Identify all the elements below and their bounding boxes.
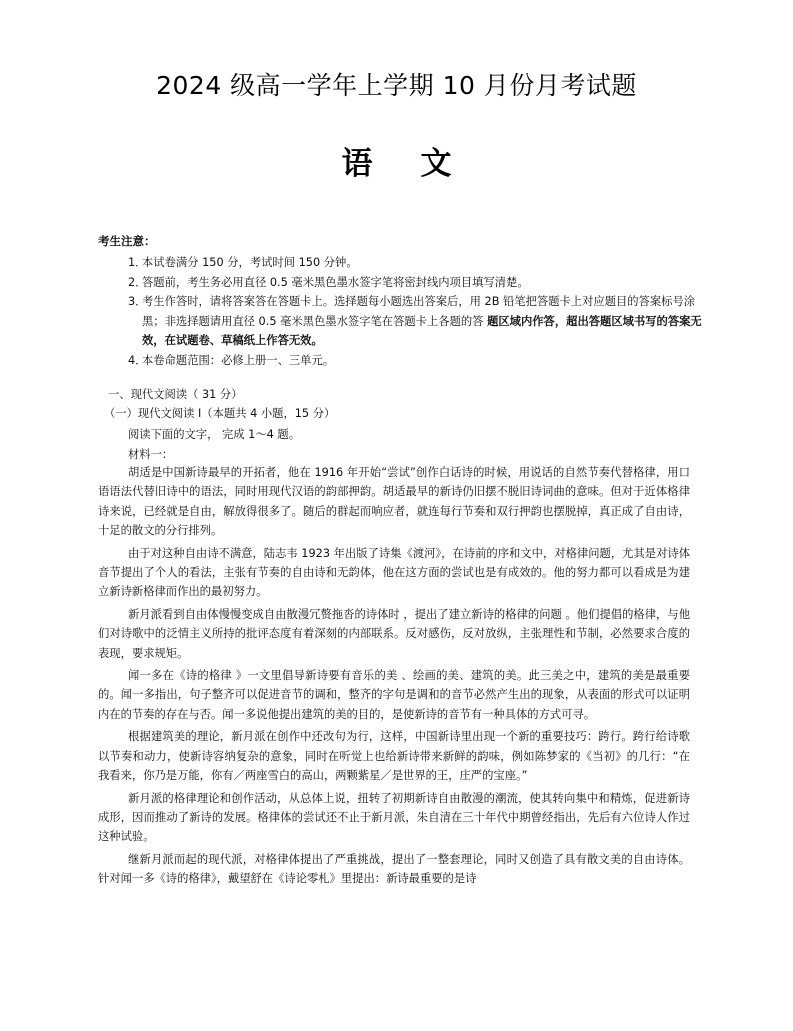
passage-paragraph: 闻一多在《诗的格律 》一文里倡导新诗要有音乐的美 、绘画的美、建筑的美。此三美之中，建筑的美是最重要的。闻一多指出，句子整齐可以促进音节的调和，整齐的字句是调和的音节必然产生出的现象，从表面的形式可以证明内在的节奏的存在与否。闻一多说他提出建筑的美的目的，是使新诗的音节有一种具体的方式可寻。 (98, 669, 690, 721)
notice-text: 答题前，考生务必用直径 0.5 毫米黑色墨水签字笔将密封线内项目填写清楚。 (142, 275, 529, 289)
section-heading: 一、现代文阅读（ 31 分） (108, 388, 243, 401)
notice-number: 2． (128, 275, 147, 289)
subject-title: 语文 (341, 146, 500, 182)
notice-item (128, 273, 708, 293)
notice-text: 本试卷满分 150 分，考试时间 150 分钟。 (142, 256, 358, 269)
notice-text-plain: 考生作答时，请将答案答在答题卡上。选择题每小题选出答案后，用 2B 铅笔把答题卡上对应题目的答案标号涂黑；非选择题请用直径 0.5 毫米黑色墨水签字笔在答题卡上各题的答 (142, 295, 696, 328)
notice-list (128, 253, 708, 370)
notice-number: 4． (128, 353, 147, 367)
notice-item (128, 253, 708, 273)
notice-text-bold: 题区域内作答，超出答题区域书写的答案无效，在试题卷、草稿纸上作答无效。 (142, 314, 702, 347)
exam-title: 2024 级高一学年上学期 10 月份月考试题 (156, 71, 637, 100)
passage-paragraph: 由于对这种自由诗不满意，陆志韦 1923 年出版了诗集《渡河》，在诗前的序和文中，对格律问题，尤其是对诗体音节提出了个人的看法，主张有节奏的自由诗和无韵体，他在这方面的尝试也是有成效的。他的努力都可以看成是为建立新诗新格律而作出的最初努力。 (98, 546, 690, 599)
notice-text (142, 292, 708, 351)
passage-paragraph: 新月派看到自由体慢慢变成自由散漫冗赘拖沓的诗体时 ，提出了建立新诗的格律的问题 。他们提倡的格律，与他们对诗歌中的泛情主义所持的批评态度有着深刻的内部联系。反对感伤，反对放纵，主张理性和节制，必然要求合度的表现，要求规矩。 (98, 607, 690, 660)
passage-paragraph: 新月派的格律理论和创作活动，从总体上说，扭转了初期新诗自由散漫的潮流，使其转向集中和精炼，促进新诗成形，因而推动了新诗的发展。格律体的尝试还不止于新月派，朱自清在三十年代中期曾经指出，先后有六位诗人作过这种试验。 (98, 791, 690, 844)
notice-number: 3． (128, 295, 147, 308)
notice-heading: 考生注意： (98, 234, 156, 248)
notice-number: 1． (128, 256, 147, 269)
notice-item (128, 351, 708, 371)
material-label: 材料一： (128, 448, 174, 461)
notice-text: 本卷命题范围：必修上册一、三单元。 (142, 353, 335, 367)
passage-paragraph: 继新月派而起的现代派，对格律体提出了严重挑战，提出了一整套理论，同时又创造了具有散文美的自由诗体。针对闻一多《诗的格律》，戴望舒在《诗论零札》里提出：新诗最重要的是诗 (98, 852, 690, 886)
passage-paragraph: 胡适是中国新诗最早的开拓者，他在 1916 年开始“尝试”创作白话诗的时候，用说话的自然节奏代替格律，用口语语法代替旧诗中的语法，同时用现代汉语的韵部押韵。胡适最早的新诗仍旧摆不脱旧诗词曲的意味。但对于近体格律诗来说，已经就是自由，解放得很多了。随后的群起而响应者，就连每行节奏和双行押韵也摆脱掉，真正成了自由诗，十足的散文的分行排列。 (98, 466, 690, 538)
notice-item (128, 292, 708, 351)
subsection-heading: （一）现代文阅读 I（本题共 4 小题，15 分） (104, 407, 336, 420)
reading-instruction: 阅读下面的文字， 完成 1～4 题。 (128, 428, 301, 441)
passage-body (98, 463, 690, 890)
passage-paragraph: 根据建筑美的理论，新月派在创作中还改句为行，这样，中国新诗里出现一个新的重要技巧：跨行。跨行给诗歌以节奏和动力，使新诗容纳复杂的意象，同时在听觉上也给新诗带来新鲜的韵味，例如陈梦家的《当初》的几行：“在我看来，你乃是万能，你有／两座雪白的高山，两颗紫星／是世界的王，庄严的宝座。” (98, 730, 690, 783)
